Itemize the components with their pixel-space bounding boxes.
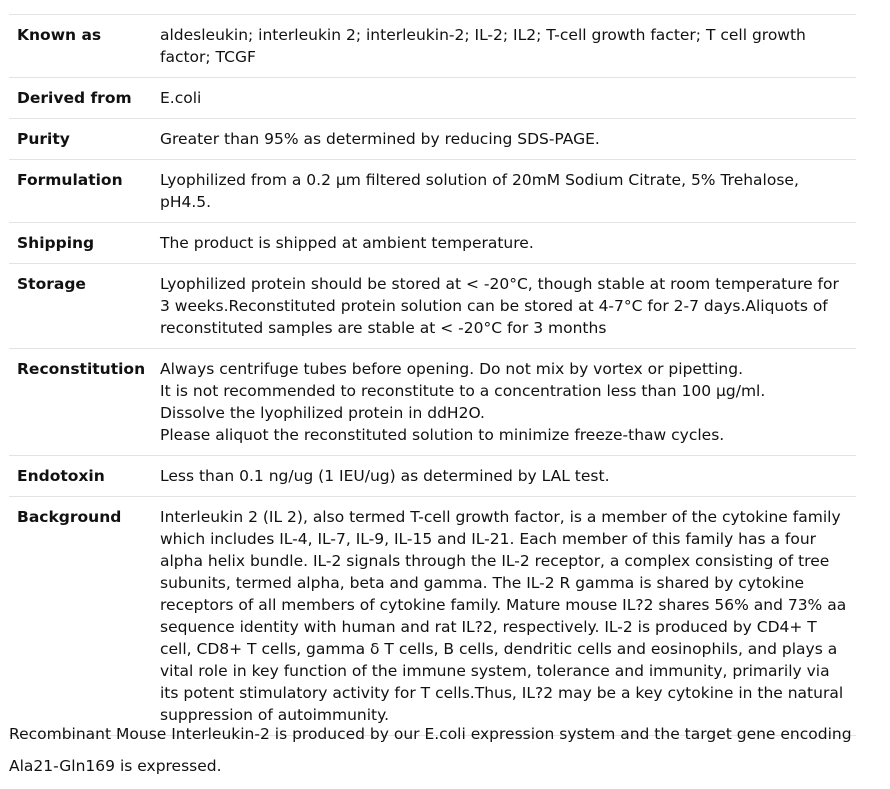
spec-row-derived-from	[9, 78, 856, 119]
reconstitution-line: Always centrifuge tubes before opening. Do not mix by vortex or pipetting.	[160, 360, 743, 378]
reconstitution-line: Dissolve the lyophilized protein in ddH2O.	[160, 404, 485, 422]
spec-value: E.coli	[160, 89, 202, 107]
spec-label: Known as	[17, 26, 102, 44]
spec-row-endotoxin	[9, 456, 856, 497]
spec-row-known-as	[9, 15, 856, 78]
spec-row-storage	[9, 264, 856, 349]
spec-row-formulation	[9, 160, 856, 223]
spec-label: Shipping	[17, 234, 95, 252]
spec-row-reconstitution	[9, 349, 856, 456]
product-spec-table	[9, 14, 856, 736]
spec-label: Reconstitution	[17, 360, 146, 378]
spec-value: aldesleukin; interleukin 2; interleukin-2; IL-2; IL2; T-cell growth facter; T cell growth factor; TCGF	[160, 26, 806, 66]
spec-label: Formulation	[17, 171, 123, 189]
spec-row-purity	[9, 119, 856, 160]
spec-value: Less than 0.1 ng/ug (1 IEU/ug) as determined by LAL test.	[160, 467, 610, 485]
spec-value: Interleukin 2 (IL 2), also termed T-cell growth factor, is a member of the cytokine family which includes IL-4, IL-7, IL-9, IL-15 and IL-21. Each member of this family has a four alpha helix bundle. IL-2 signals through the IL-2 receptor, a complex consisting of tree subunits, termed alpha, beta and gamma. The IL-2 R gamma is shared by cytokine receptors of all members of cytokine family. Mature mouse IL?2 shares 56% and 73% aa sequence identity with human and rat IL?2, respectively. IL-2 is produced by CD4+ T cell, CD8+ T cells, gamma δ T cells, B cells, dendritic cells and eosinophils, and plays a vital role in key function of the immune system, tolerance and immunity, primarily via its potent stimulatory activity for T cells.Thus, IL?2 may be a key cytokine in the natural suppression of autoimmunity.	[160, 508, 847, 724]
spec-label: Background	[17, 508, 122, 526]
spec-value: Lyophilized protein should be stored at < -20°C, though stable at room temperature for 3 weeks.Reconstituted protein solution can be stored at 4-7°C for 2-7 days.Aliquots of reconstituted samples are stable at < -20°C for 3 months	[160, 275, 839, 337]
spec-label: Storage	[17, 275, 86, 293]
spec-value: The product is shipped at ambient temperature.	[160, 234, 534, 252]
spec-row-shipping	[9, 223, 856, 264]
spec-label: Purity	[17, 130, 70, 148]
reconstitution-line: Please aliquot the reconstituted solution to minimize freeze-thaw cycles.	[160, 426, 725, 444]
product-description: Recombinant Mouse Interleukin-2 is produced by our E.coli expression system and the target gene encoding Ala21-Gln169 is expressed.	[9, 725, 852, 775]
spec-value: Greater than 95% as determined by reducing SDS-PAGE.	[160, 130, 600, 148]
reconstitution-line: It is not recommended to reconstitute to a concentration less than 100 μg/ml.	[160, 382, 766, 400]
spec-value: Lyophilized from a 0.2 μm filtered solution of 20mM Sodium Citrate, 5% Trehalose, pH4.5.	[160, 171, 799, 211]
spec-label: Endotoxin	[17, 467, 105, 485]
spec-label: Derived from	[17, 89, 132, 107]
spec-value	[160, 349, 856, 456]
spec-row-background	[9, 497, 856, 736]
